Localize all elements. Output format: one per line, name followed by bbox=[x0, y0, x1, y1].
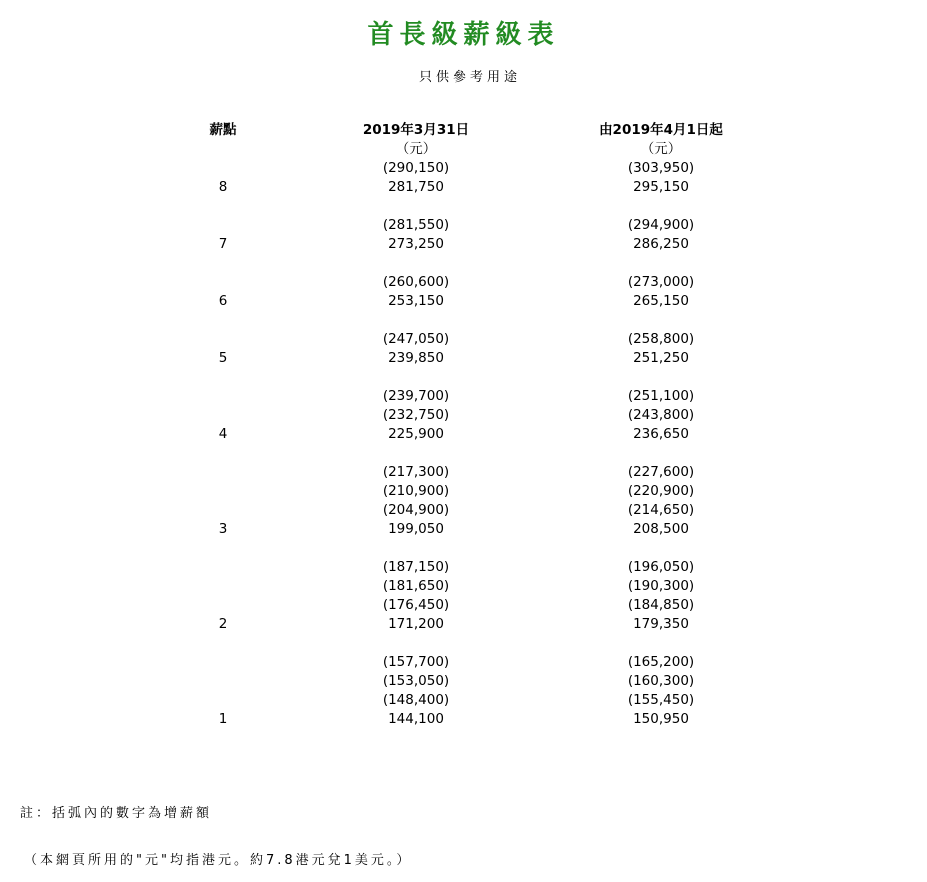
group-spacer bbox=[0, 539, 927, 558]
footnote-currency: （本網頁所用的"元"均指港元。約7.8港元兌1美元。） bbox=[24, 853, 413, 868]
increment-row bbox=[0, 672, 927, 691]
page-subtitle: 只供參考用途 bbox=[418, 70, 521, 85]
increment-row bbox=[0, 273, 927, 292]
salary-before: 225,900 bbox=[388, 426, 444, 442]
increment-row bbox=[0, 463, 927, 482]
increment-after: (184,850) bbox=[627, 597, 695, 613]
increment-after: (160,300) bbox=[627, 673, 695, 689]
increment-before: (153,050) bbox=[382, 673, 450, 689]
increment-before: (290,150) bbox=[382, 160, 450, 176]
salary-before: 253,150 bbox=[388, 293, 444, 309]
salary-point-row bbox=[0, 235, 927, 254]
increment-before: (260,600) bbox=[382, 274, 450, 290]
footnote-increments: 註：括弧內的數字為增薪額 bbox=[20, 806, 213, 821]
increment-after: (155,450) bbox=[627, 692, 695, 708]
salary-point-row bbox=[0, 615, 927, 634]
increment-row bbox=[0, 330, 927, 349]
increment-before: (157,700) bbox=[382, 654, 450, 670]
salary-point: 8 bbox=[218, 179, 228, 195]
increment-after: (196,050) bbox=[627, 559, 695, 575]
salary-point: 7 bbox=[218, 236, 228, 252]
increment-before: (204,900) bbox=[382, 502, 450, 518]
unit-col-after: （元） bbox=[640, 141, 682, 157]
increment-after: (214,650) bbox=[627, 502, 695, 518]
increment-before: (281,550) bbox=[382, 217, 450, 233]
salary-scale-table bbox=[0, 121, 927, 729]
salary-after: 295,150 bbox=[633, 179, 689, 195]
increment-row bbox=[0, 387, 927, 406]
salary-before: 273,250 bbox=[388, 236, 444, 252]
salary-point-row bbox=[0, 178, 927, 197]
unit-col-before: （元） bbox=[395, 141, 437, 157]
increment-before: (187,150) bbox=[382, 559, 450, 575]
increment-row bbox=[0, 577, 927, 596]
salary-after: 251,250 bbox=[633, 350, 689, 366]
salary-after: 208,500 bbox=[633, 521, 689, 537]
salary-point: 2 bbox=[218, 616, 228, 632]
salary-point-row bbox=[0, 710, 927, 729]
increment-after: (190,300) bbox=[627, 578, 695, 594]
group-spacer bbox=[0, 311, 927, 330]
increment-before: (217,300) bbox=[382, 464, 450, 480]
increment-row bbox=[0, 558, 927, 577]
salary-point-row bbox=[0, 292, 927, 311]
increment-before: (210,900) bbox=[382, 483, 450, 499]
increment-row bbox=[0, 501, 927, 520]
increment-after: (165,200) bbox=[627, 654, 695, 670]
salary-point: 6 bbox=[218, 293, 228, 309]
salary-after: 286,250 bbox=[633, 236, 689, 252]
increment-after: (303,950) bbox=[627, 160, 695, 176]
increment-row bbox=[0, 691, 927, 710]
increment-row bbox=[0, 216, 927, 235]
increment-after: (227,600) bbox=[627, 464, 695, 480]
page-title: 首長級薪級表 bbox=[367, 20, 560, 50]
header-col-after: 由2019年4月1日起 bbox=[599, 122, 723, 138]
increment-before: (181,650) bbox=[382, 578, 450, 594]
salary-before: 239,850 bbox=[388, 350, 444, 366]
salary-after: 236,650 bbox=[633, 426, 689, 442]
increment-after: (294,900) bbox=[627, 217, 695, 233]
increment-before: (247,050) bbox=[382, 331, 450, 347]
increment-before: (239,700) bbox=[382, 388, 450, 404]
salary-after: 179,350 bbox=[633, 616, 689, 632]
increment-after: (220,900) bbox=[627, 483, 695, 499]
increment-before: (232,750) bbox=[382, 407, 450, 423]
salary-before: 281,750 bbox=[388, 179, 444, 195]
group-spacer bbox=[0, 254, 927, 273]
unit-row bbox=[0, 140, 927, 159]
salary-point: 4 bbox=[218, 426, 228, 442]
increment-row bbox=[0, 482, 927, 501]
salary-before: 199,050 bbox=[388, 521, 444, 537]
increment-after: (273,000) bbox=[627, 274, 695, 290]
header-col-before: 2019年3月31日 bbox=[362, 122, 470, 138]
group-spacer bbox=[0, 444, 927, 463]
group-spacer bbox=[0, 368, 927, 387]
table-header-row bbox=[0, 121, 927, 140]
increment-after: (251,100) bbox=[627, 388, 695, 404]
salary-before: 171,200 bbox=[388, 616, 444, 632]
salary-point: 1 bbox=[218, 711, 228, 727]
salary-point-row bbox=[0, 349, 927, 368]
salary-point-row bbox=[0, 520, 927, 539]
salary-after: 150,950 bbox=[633, 711, 689, 727]
salary-point: 3 bbox=[218, 521, 228, 537]
increment-after: (258,800) bbox=[627, 331, 695, 347]
group-spacer bbox=[0, 197, 927, 216]
increment-before: (176,450) bbox=[382, 597, 450, 613]
salary-after: 265,150 bbox=[633, 293, 689, 309]
salary-point: 5 bbox=[218, 350, 228, 366]
increment-row bbox=[0, 596, 927, 615]
salary-before: 144,100 bbox=[388, 711, 444, 727]
increment-row bbox=[0, 159, 927, 178]
header-point: 薪點 bbox=[209, 122, 237, 138]
group-spacer bbox=[0, 634, 927, 653]
increment-before: (148,400) bbox=[382, 692, 450, 708]
increment-after: (243,800) bbox=[627, 407, 695, 423]
increment-row bbox=[0, 406, 927, 425]
salary-point-row bbox=[0, 425, 927, 444]
increment-row bbox=[0, 653, 927, 672]
